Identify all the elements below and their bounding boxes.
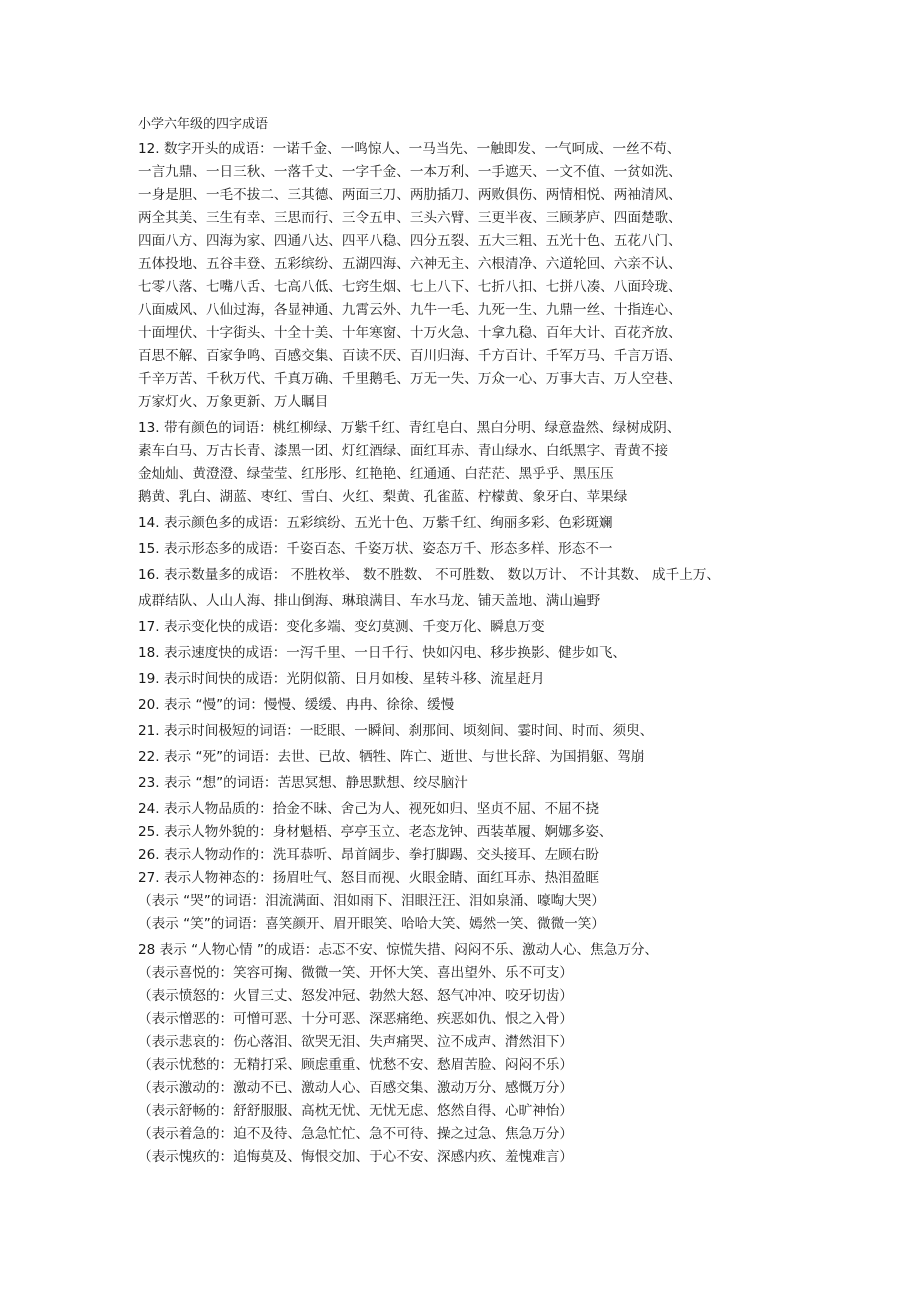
text-line: 19. 表示时间快的成语：光阴似箭、日月如梭、星转斗移、流星赶月	[138, 671, 545, 687]
text-line: 十面埋伏、十字街头、十全十美、十年寒窗、十万火急、十拿九稳、百年大计、百花齐放、	[138, 325, 682, 341]
text-line: 27. 表示人物神态的：扬眉吐气、怒目而视、火眼金睛、面红耳赤、热泪盈眶	[138, 870, 599, 886]
text-line: 八面威风、八仙过海，各显神通、九霄云外、九牛一毛、九死一生、九鼎一丝、十指连心、	[138, 302, 682, 318]
text-line: 23. 表示 “想”的词语：苦思冥想、静思默想、绞尽脑汁	[138, 775, 468, 791]
text-line: 素车白马、万古长青、漆黑一团、灯红酒绿、面红耳赤、青山绿水、白纸黑字、青黄不接	[138, 443, 669, 459]
text-line: （表示 “笑”的词语：喜笑颜开、眉开眼笑、哈哈大笑、嫣然一笑、微微一笑）	[138, 916, 605, 932]
text-line: （表示愤怒的：火冒三丈、怒发冲冠、勃然大怒、怒气冲冲、咬牙切齿）	[138, 988, 573, 1004]
text-line: 18. 表示速度快的成语：一泻千里、一日千行、快如闪电、移步换影、健步如飞、	[138, 645, 627, 661]
text-line: 万家灯火、万象更新、万人瞩目	[138, 394, 329, 410]
text-line: （表示激动的：激动不已、激动人心、百感交集、激动万分、感慨万分）	[138, 1080, 573, 1096]
text-line: （表示 “哭”的词语：泪流满面、泪如雨下、泪眼汪汪、泪如泉涌、嚎啕大哭）	[138, 893, 605, 909]
text-line: 16. 表示数量多的成语： 不胜枚举、 数不胜数、 不可胜数、 数以万计、 不计其数、 成千上万、	[138, 567, 721, 583]
text-line: 两全其美、三生有幸、三思而行、三令五申、三头六臂、三更半夜、三顾茅庐、四面楚歌、	[138, 210, 682, 226]
text-line: 成群结队、人山人海、排山倒海、琳琅满目、车水马龙、铺天盖地、满山遍野	[138, 593, 601, 609]
text-line: 24. 表示人物品质的：拾金不昧、舍己为人、视死如归、坚贞不屈、不屈不挠	[138, 801, 599, 817]
text-line: 21. 表示时间极短的词语：一眨眼、一瞬间、刹那间、顷刻间、霎时间、时而、须臾、	[138, 723, 654, 739]
text-line: 28 表示 “人物心情 ”的成语：忐忑不安、惊慌失措、闷闷不乐、激动人心、焦急万分、	[138, 942, 659, 958]
text-line: 20. 表示 “慢”的词：慢慢、缓缓、冉冉、徐徐、缓慢	[138, 697, 455, 713]
text-line: 一言九鼎、一日三秋、一落千丈、一字千金、一本万利、一手遮天、一文不值、一贫如洗、	[138, 164, 682, 180]
text-line: （表示舒畅的：舒舒服服、高枕无忧、无忧无虑、悠然自得、心旷神怡）	[138, 1103, 573, 1119]
text-line: 25. 表示人物外貌的：身材魁梧、亭亭玉立、老态龙钟、西装革履、婀娜多姿、	[138, 824, 613, 840]
document-page	[138, 114, 908, 1169]
text-line: （表示喜悦的：笑容可掬、微微一笑、开怀大笑、喜出望外、乐不可支）	[138, 965, 573, 981]
text-line: （表示憎恶的：可憎可恶、十分可恶、深恶痛绝、疾恶如仇、恨之入骨）	[138, 1011, 573, 1027]
text-line: 22. 表示 “死”的词语：去世、已故、牺牲、阵亡、逝世、与世长辞、为国捐躯、驾崩	[138, 749, 645, 765]
text-line: 一身是胆、一毛不拔二、三其德、两面三刀、两肋插刀、两败俱伤、两情相悦、两袖清风、	[138, 187, 682, 203]
text-line: （表示着急的：迫不及待、急急忙忙、急不可待、操之过急、焦急万分）	[138, 1126, 573, 1142]
text-line: 百思不解、百家争鸣、百感交集、百读不厌、百川归海、千方百计、千军万马、千言万语、	[138, 348, 682, 364]
document-title: 小学六年级的四字成语	[138, 117, 269, 132]
text-line: 四面八方、四海为家、四通八达、四平八稳、四分五裂、五大三粗、五光十色、五花八门、	[138, 233, 682, 249]
text-line: 15. 表示形态多的成语：千姿百态、千姿万状、姿态万千、形态多样、形态不一	[138, 541, 613, 557]
text-line: 鹅黄、乳白、湖蓝、枣红、雪白、火红、梨黄、孔雀蓝、柠檬黄、象牙白、苹果绿	[138, 489, 628, 505]
text-line: 七零八落、七嘴八舌、七高八低、七窍生烟、七上八下、七折八扣、七拼八凑、八面玲珑、	[138, 279, 682, 295]
text-line: 千辛万苦、千秋万代、千真万确、千里鹅毛、万无一失、万众一心、万事大吉、万人空巷、	[138, 371, 682, 387]
text-line: （表示愧疚的：追悔莫及、悔恨交加、于心不安、深感内疚、羞愧难言）	[138, 1149, 573, 1165]
document-body	[138, 138, 908, 1169]
text-line: 13. 带有颜色的词语：桃红柳绿、万紫千红、青红皂白、黑白分明、绿意盎然、绿树成阴、	[138, 420, 681, 436]
text-line: 26. 表示人物动作的：洗耳恭听、昂首阔步、拳打脚踢、交头接耳、左顾右盼	[138, 847, 599, 863]
text-line: 金灿灿、黄澄澄、绿莹莹、红彤彤、红艳艳、红通通、白茫茫、黑乎乎、黑压压	[138, 466, 614, 482]
text-line: 五体投地、五谷丰登、五彩缤纷、五湖四海、六神无主、六根清净、六道轮回、六亲不认、	[138, 256, 682, 272]
text-line: 12. 数字开头的成语：一诺千金、一鸣惊人、一马当先、一触即发、一气呵成、一丝不苟、	[138, 141, 681, 157]
text-line: （表示忧愁的：无精打采、顾虑重重、忧愁不安、愁眉苦脸、闷闷不乐）	[138, 1057, 573, 1073]
text-line: （表示悲哀的：伤心落泪、欲哭无泪、失声痛哭、泣不成声、潸然泪下）	[138, 1034, 573, 1050]
text-line: 17. 表示变化快的成语：变化多端、变幻莫测、千变万化、瞬息万变	[138, 619, 545, 635]
text-line: 14. 表示颜色多的成语：五彩缤纷、五光十色、万紫千红、绚丽多彩、色彩斑斓	[138, 515, 613, 531]
